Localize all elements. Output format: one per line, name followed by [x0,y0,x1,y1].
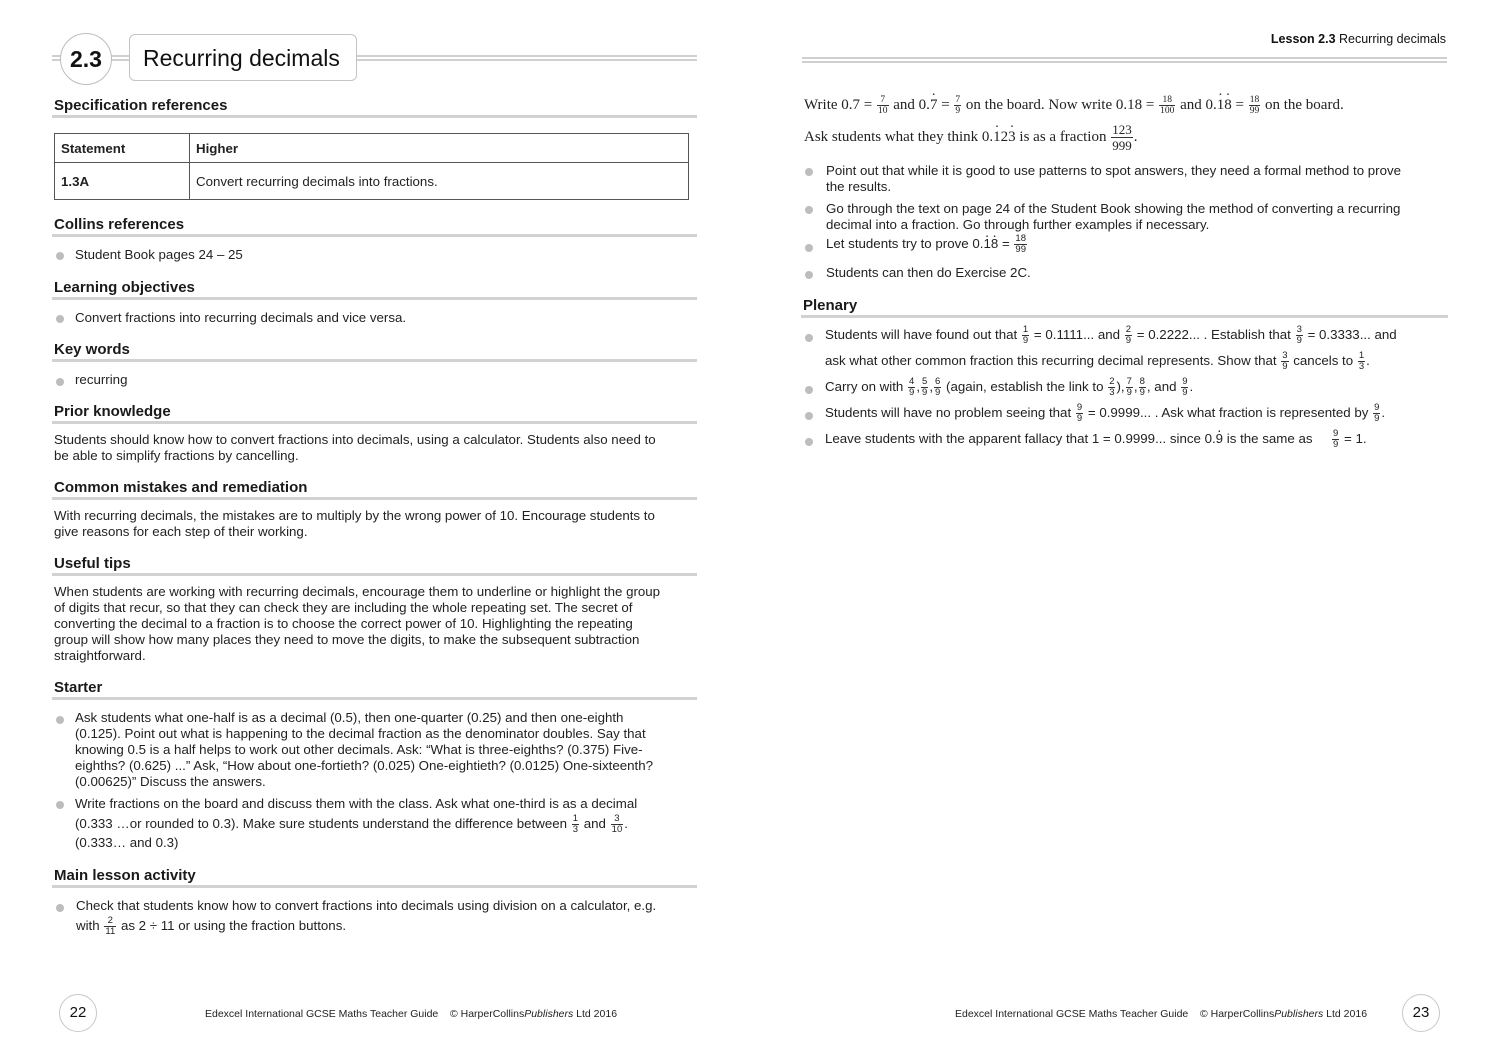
numerator: 1 [572,813,579,824]
text-run: 2 [1000,128,1009,145]
fraction [908,377,915,398]
fraction [1358,351,1365,372]
section-heading: Specification references [54,97,228,114]
denominator: 3 [1358,360,1365,372]
text-line: group will show how many places they need to move the digits, to make the subsequent subtraction [54,632,640,647]
denominator: 9 [1333,438,1339,450]
numerator: 18 [1159,95,1175,106]
text-run: = [998,236,1010,252]
table-header-cell: Statement [55,134,190,163]
numerator: 4 [909,375,915,387]
section-heading: Plenary [803,297,858,314]
fraction [1126,377,1133,398]
text-run: (again, establish the link to [946,379,1104,394]
footer-publisher: Publishers [524,1008,574,1020]
text-run: Let students try to prove 0. [826,236,984,252]
denominator: 9 [1022,334,1029,346]
bullet-icon [56,378,64,386]
text-run: Ask students what they think 0. [804,128,994,145]
footer-copyright: © HarperCollins [449,1008,525,1020]
text-run: and 0. [1180,96,1217,113]
denominator: 9 [1374,412,1380,424]
fraction [1108,377,1115,398]
numerator: 2 [1109,375,1115,387]
numerator: 6 [935,375,941,387]
fraction [1022,325,1029,346]
fraction [1373,403,1380,424]
text-run: as 2 ÷ 11 or using the fraction buttons. [120,918,347,934]
denominator: 10 [878,106,888,116]
text-line: Students should know how to convert fractions into decimals, using a calculator. Students also need to [54,432,656,447]
numerator: 8 [1139,375,1145,387]
denominator: 9 [1182,386,1188,398]
list-item: recurring [75,372,128,387]
text-line: eighths? (0.625) ...” Ask, “How about one-fortieth? (0.025) One-eightieth? (0.0125) One-sixteenth? [75,758,654,773]
text-run: and [583,816,606,832]
bullet-icon [56,315,64,323]
numerator: 7 [1126,375,1132,387]
header-rule [802,61,1447,63]
chapter-number: 2.3 [60,33,112,85]
list-item [825,322,1397,374]
section-heading: Useful tips [54,555,131,572]
denominator: 9 [909,386,915,398]
fraction [1014,234,1027,255]
paragraph [54,432,656,464]
bullet-icon [805,334,813,342]
numerator: 18 [1015,233,1026,244]
table-cell: 1.3A [55,163,190,200]
list-item [826,201,1400,233]
text-run: = 0.9999... . Ask what fraction is represented by [1087,405,1369,420]
list-item [75,796,637,851]
denominator: 9 [1125,334,1132,346]
text-line: Point out that while it is good to use patterns to spot answers, they need a formal method to prove [826,163,1402,178]
section-rule [52,885,697,888]
section-heading: Prior knowledge [54,403,171,420]
denominator: 9 [1139,386,1145,398]
running-head-lesson: Lesson 2.3 [1270,32,1336,46]
recurring-digit: 3 · [1008,129,1016,146]
denominator: 10 [611,824,623,835]
text-line [76,916,656,937]
bullet-icon [805,206,813,214]
paragraph [54,584,660,664]
section-rule [52,297,697,300]
recurring-digit: 7 · [930,97,938,114]
bullet-icon [56,801,64,809]
denominator: 9 [1296,334,1302,346]
text-run: and 0. [893,96,930,113]
section-rule [52,573,697,576]
fraction [611,814,624,835]
text-run: on the board. Now write 0.18 = [965,96,1155,113]
section-heading: Common mistakes and remediation [54,479,308,496]
recurring-digit: 1 · [983,236,990,252]
numerator: 5 [922,375,928,387]
list-item: Convert fractions into recurring decimals and vice versa. [75,310,407,325]
denominator: 9 [935,386,941,398]
running-head-title: Recurring decimals [1335,32,1446,46]
section-heading: Collins references [54,216,185,233]
fraction [934,377,941,398]
denominator: 9 [1126,386,1132,398]
numerator: 7 [877,95,889,106]
fraction [104,916,116,937]
text-run: cancels to [1293,353,1354,368]
page-number: 23 [1402,994,1440,1032]
text-run: on the board. [1264,96,1344,113]
text-line: the results. [826,179,892,194]
section-heading: Key words [54,341,130,358]
text-run: is as a fraction [1015,128,1107,145]
footer-title: Edexcel International GCSE Maths Teacher Guide [205,1008,439,1020]
numerator: 1 [1358,349,1365,361]
list-item: Students will have no problem seeing that $\frac{9}{9}$ = 0.9999... . Ask what fraction is represented by $\frac{9}{9}$ . [825,401,1386,424]
recurring-digit: 1 · [993,129,1001,146]
section-rule [52,115,697,118]
spec-table [54,133,689,200]
right-page [750,0,1500,1061]
text-run: = [941,96,950,113]
bullet-icon [805,168,813,176]
section-heading: Main lesson activity [54,867,196,884]
numerator: 1 [1022,323,1029,335]
numerator: 9 [1333,427,1339,439]
fraction [1332,429,1339,450]
footer [205,1008,617,1020]
numerator: 7 [955,95,961,105]
text-line: give reasons for each step of their working. [54,524,308,539]
text-run: Students will have no problem seeing that [825,405,1072,420]
text-run: = 1. [1344,431,1367,446]
text-line: of digits that recur, so that they can check they are including the whole repeating set. The secret of [54,600,633,615]
bullet-icon [805,244,813,252]
numerator: 3 [1282,349,1288,361]
text-line: (0.125). Point out what is happening to the decimal fraction as the denominator doubles. Say that [75,726,646,741]
text-line: Go through the text on page 24 of the Student Book showing the method of converting a recurring [826,201,1401,216]
fraction [1111,122,1133,153]
fraction [921,377,928,398]
denominator: 100 [1160,106,1175,116]
recurring-digit: 8 · [1224,97,1232,114]
section-heading: Learning objectives [54,279,195,296]
table-cell: Convert recurring decimals into fractions. [190,163,689,200]
bullet-icon [56,716,64,724]
denominator: 9 [1282,360,1288,372]
text-run: (0.333 …or rounded to 0.3). Make sure students understand the difference between [75,816,568,832]
recurring-digit: 9 · [1216,426,1223,452]
text-line: converting the decimal to a fraction is to choose the correct power of 10. Highlighting the repeating [54,616,633,631]
denominator: 3 [1109,386,1115,398]
footer-year: Ltd 2016 [1323,1008,1368,1020]
section-rule [52,421,697,424]
numerator: 9 [1182,375,1188,387]
chapter-title: Recurring decimals [129,34,357,81]
text-line: Write fractions on the board and discuss them with the class. Ask what one-third is as a decimal [75,796,638,811]
footer [955,1008,1367,1020]
text-run: Leave students with the apparent fallacy that 1 = 0.9999... since 0. [825,431,1216,446]
fraction [1249,95,1261,116]
intro-line-1 [804,95,1344,116]
footer-publisher: Publishers [1274,1008,1324,1020]
recurring-digit: 1 · [1217,97,1225,114]
text-line: Ask students what one-half is as a decimal (0.5), then one-quarter (0.25) and then one-eighth [75,710,624,725]
fraction [954,95,961,116]
list-item: Students can then do Exercise 2C. [826,265,1031,280]
numerator: 9 [1076,401,1083,413]
numerator: 2 [1125,323,1132,335]
numerator: 2 [104,916,116,927]
bullet-icon [805,386,813,394]
bullet-icon [805,438,813,446]
section-rule [801,315,1448,318]
text-run: with [76,918,100,934]
header-rule [802,57,1447,59]
denominator: 9 [955,106,961,116]
list-item: Student Book pages 24 – 25 [75,247,243,262]
fraction [1139,377,1146,398]
text-line: With recurring decimals, the mistakes are to multiply by the wrong power of 10. Encourage students to [54,508,655,523]
text-run: = 0.3333... and [1307,327,1397,342]
list-item: Carry on with $\frac{4}{9}$ , $\frac{5}{9}$ , $\frac{6}{9}$ (again, establish the link to $\frac{2}{3}$ ), $\frac{7}{9}$ , $\frac{8}{9}$ , and $\frac{9}{9}$ . [825,375,1194,398]
footer-year: Ltd 2016 [573,1008,618,1020]
section-rule [52,234,697,237]
text-line: straightforward. [54,648,146,663]
list-item [826,163,1401,195]
denominator: 3 [572,824,579,835]
recurring-digit: 8 · [991,236,998,252]
page-number: 22 [59,994,97,1032]
fraction [1281,351,1288,372]
section-rule [52,497,697,500]
denominator: 9 [1076,412,1083,424]
text-line: Check that students know how to convert fractions into decimals using division on a calculator, e.g. [76,898,657,913]
bullet-icon [805,412,813,420]
fraction [572,814,579,835]
list-item [826,234,1028,255]
text-line: knowing 0.5 is a half helps to work out other decimals. Ask: “What is three-eighths? (0.375) Five- [75,742,643,757]
intro-line-2: Ask students what they think 0.1 ·23 · is as a fraction $\frac{123}{999}$ . [804,122,1137,153]
denominator: 999 [1112,138,1132,153]
fraction [1076,403,1083,424]
text-run: ask what other common fraction this recurring decimal represents. Show that [825,353,1277,368]
running-head [1271,32,1446,46]
text-line: (0.00625)” Discuss the answers. [75,774,266,789]
section-rule [52,697,697,700]
numerator: 3 [1296,323,1302,335]
numerator: 18 [1249,95,1260,105]
numerator: 9 [1374,401,1380,413]
bullet-icon [805,271,813,279]
footer-title: Edexcel International GCSE Maths Teacher Guide [955,1008,1189,1020]
numerator: 123 [1112,122,1132,137]
text-line [825,322,1397,348]
text-run: is the same as [1226,431,1313,446]
text-run: Students will have found out that [825,327,1018,342]
text-run: = 0.2222... . Establish that [1136,327,1291,342]
text-run: = [1235,96,1244,113]
section-heading: Starter [54,679,103,696]
footer-copyright: © HarperCollins [1199,1008,1275,1020]
fraction [877,95,889,116]
text-line: decimal into a fraction. Go through further examples if necessary. [826,217,1210,232]
denominator: 99 [1249,106,1260,116]
text-run: Write 0.7 = [804,96,873,113]
fraction [1159,95,1175,116]
text-run: Carry on with [825,379,904,394]
bullet-icon [56,252,64,260]
text-run: and [1154,379,1177,394]
fraction [1181,377,1188,398]
denominator: 11 [105,926,116,937]
list-item [76,898,656,937]
section-rule [52,359,697,362]
fraction [1125,325,1132,346]
bullet-icon [56,904,64,912]
paragraph [54,508,655,540]
fraction [1296,325,1303,346]
text-line: be able to simplify fractions by cancelling. [54,448,299,463]
text-line: (0.333 …or rounded to 0.3). Make sure students understand the difference between $\frac{1}{3}$ and $\frac{3}{10}$ . [75,813,628,835]
denominator: 9 [922,386,928,398]
table-header-cell: Higher [190,134,689,163]
text-line: When students are working with recurring decimals, encourage them to underline or highlight the group [54,584,661,599]
list-item [75,710,653,790]
text-line: (0.333… and 0.3) [75,835,179,850]
denominator: 99 [1015,244,1026,255]
text-line: ask what other common fraction this recurring decimal represents. Show that $\frac{3}{9}$ cancels to $\frac{1}{3}$ . [825,349,1370,372]
text-run: = 0.1111... and [1033,327,1121,342]
list-item [825,426,1367,452]
numerator: 3 [611,814,624,825]
